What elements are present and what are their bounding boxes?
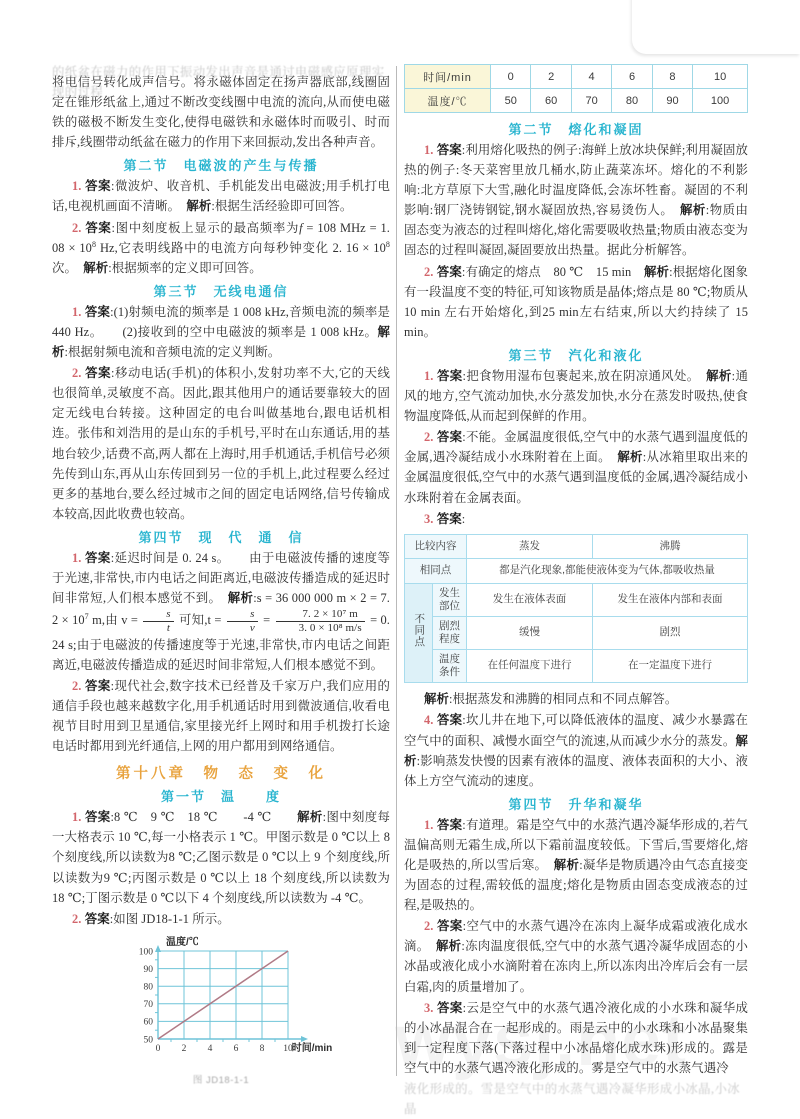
fraction-distance-over-speed	[276, 608, 365, 635]
boiling-cell: 剧烈	[592, 616, 747, 649]
answer-text-b: = 108 MHz = 1. 08 × 10	[52, 220, 390, 255]
evaporation-cell: 发生在液体表面	[467, 583, 593, 616]
numerator: s	[227, 608, 258, 622]
right-column	[404, 62, 749, 1117]
boiling-cell: 在一定温度下进行	[592, 650, 747, 683]
chart-x-tick: 6	[233, 1043, 239, 1054]
answer-item-r-s2-q1	[404, 140, 748, 261]
answer-text: :空气中的水蒸气遇冷在冻肉上凝华成霜或液化成水滴。	[404, 919, 749, 954]
answer-text-d: 次。	[52, 260, 84, 275]
answer-text: :不能。金属温度很低,空气中的水蒸气遇到温度低的金属,遇冷凝结成小水珠附着在上面。	[404, 430, 748, 465]
exponent: 8	[385, 239, 390, 249]
table-cell: 100	[693, 89, 748, 113]
answer-label: 答案	[85, 550, 111, 565]
answer-label: 答案	[436, 368, 463, 383]
temperature-time-line-chart	[106, 933, 336, 1065]
analysis-label: 解析	[404, 733, 748, 768]
same-points-text: 都是汽化现象,都能使液体变为气体,都吸收热量	[467, 559, 748, 583]
analysis-label: 解析	[186, 199, 212, 214]
analysis-text: :物质由固态变为液态的过程叫熔化,熔化需要吸收热量;物质由液态变为固态的过程叫凝固,凝固要放出热量。据此分析解答。	[404, 203, 749, 258]
answer-text: :有确定的熔点 80 ℃ 15 min	[461, 264, 644, 279]
answer-text: :延迟时间是 0. 24 s。 由于电磁波传播的速度等于光速,非常快,市内电话之间距离近,电磁波传播造成的延迟时间非常短,人们根本感觉不到。	[52, 550, 390, 606]
analysis-text: :从冰箱里取出来的金属温度很低,空气中的水蒸气遇到温度低的金属,遇冷凝结成小水珠附着在金属表面。	[404, 450, 749, 505]
answer-label: 答案	[84, 304, 111, 319]
analysis-label: 解析	[435, 939, 462, 954]
table-row	[405, 65, 748, 89]
table-cell: 50	[491, 89, 531, 113]
table-cell: 0	[491, 65, 531, 89]
math-a: :s = 36 000 000 m × 2 = 7. 2 × 10	[52, 591, 390, 628]
answer-item-s4-q2	[52, 676, 390, 756]
answer-item-s2-q2	[52, 218, 390, 278]
item-number: 1.	[72, 550, 82, 565]
answer-text: :微波炉、收音机、手机能发出电磁波;用手机打电话,电视机画面不清晰。	[52, 179, 390, 214]
section-heading-melting-solidification: 第二节 熔化和凝固	[508, 122, 644, 137]
analysis-label: 解析	[706, 368, 732, 383]
row-header-differences: 不同点	[405, 583, 433, 683]
answer-label: 答案	[84, 810, 111, 825]
chart-x-tick: 0	[155, 1043, 161, 1054]
section-heading-sublimation-deposition: 第四节 升华和凝华	[508, 796, 644, 812]
column-header: 蒸发	[467, 534, 593, 558]
cut-off-bottom-line: 液化形成的。雪是空气中的水蒸气遇冷凝华形成小冰晶,小冰晶	[404, 1082, 741, 1117]
answer-text: :现代社会,数字技术已经普及千家万户,我们应用的通信手段也越来越数字化,用手机通话时用到微波通信,收看电视节目时用到卫星通信,家里接光纤上网时和用手机拨打长途电话时都用到光纤通信,上网的用户都用到网络通信。	[52, 678, 390, 754]
answer-label: 答案	[436, 817, 463, 832]
chart-y-tick: 60	[143, 1017, 153, 1028]
answer-item-s2-q1	[52, 176, 390, 216]
chart-y-tick: 100	[138, 947, 153, 958]
answer-item-r-s4-q2	[404, 916, 748, 996]
column-header: 比较内容	[405, 534, 467, 558]
chart-y-tick: 50	[143, 1035, 153, 1046]
answer-label: 答案	[85, 366, 112, 381]
item-number: 2.	[72, 911, 82, 926]
answer-label: 答案	[436, 713, 463, 728]
denominator: 3. 0 × 10⁸ m/s	[298, 621, 362, 634]
table-row-same-points	[405, 559, 748, 583]
column-divider	[396, 66, 397, 1076]
table-cell: 90	[652, 89, 692, 113]
item-number: 1.	[424, 143, 434, 157]
answer-label: 答案	[85, 220, 112, 235]
evaporation-cell: 缓慢	[467, 616, 593, 649]
answer-text: :如图 JD18-1-1 所示。	[109, 911, 230, 926]
fraction-s-over-t	[143, 608, 173, 635]
math-c: 可知,t =	[175, 613, 225, 628]
answer-item-c18-s1-q2	[52, 909, 390, 929]
row-header: 时间/min	[405, 65, 491, 89]
answer-label: 答案	[436, 264, 462, 279]
analysis-label: 解析	[424, 692, 449, 707]
temperature-time-chart-figure	[52, 933, 390, 1086]
table-cell: 4	[571, 65, 611, 89]
analysis-text: :根据生活经验即可回答。	[211, 199, 353, 214]
table-cell: 8	[652, 65, 692, 89]
analysis-label: 解析	[83, 260, 109, 275]
chart-x-tick: 8	[259, 1043, 265, 1054]
item-number: 2.	[424, 264, 434, 279]
section-heading-em-wave-generation: 第二节 电磁波的产生与传播	[123, 158, 319, 174]
answer-item-r-s3-q3	[404, 509, 748, 529]
table-cell: 70	[571, 89, 611, 113]
answer-text: :坎儿井在地下,可以降低液体的温度、减少水暴露在空气中的面积、减慢水面空气的流速,从而减少水分的蒸发。	[404, 713, 748, 748]
chart-x-tick: 2	[181, 1043, 187, 1054]
answer-text-a: :图中刻度板上显示的最高频率为	[111, 220, 300, 235]
chart-x-axis-label: 时间/min	[291, 1042, 333, 1054]
answer-text: :8 ℃ 9 ℃ 18 ℃ -4 ℃	[110, 810, 298, 825]
chart-y-tick: 80	[143, 982, 153, 993]
row-header: 相同点	[405, 559, 467, 583]
table-cell: 10	[693, 65, 748, 89]
x-axis-arrow	[301, 1036, 308, 1042]
answer-label: 答案	[437, 1000, 463, 1015]
answer-item-s3-q1	[52, 302, 390, 362]
numerator: s	[143, 608, 173, 622]
answer-text: :移动电话(手机)的体积小,发射功率不大,它的天线也很简单,灵敏度不高。因此,跟其他用户的通话要靠较大的固定无线电台转接。这种固定的电台叫做基地台,跟电话机相连。张伟和刘浩用的是山东的手机号,平时在山东通话,用的基地台较少,话费不高,两人都在上海时,用手机通话,手机信号必须先传到山东,再从山东传回到另一位的手机上,此过程要么经过更多的基地台,要么经过城市之间的固定电话网络,信号传输成本较高,因此收费也较高。	[52, 366, 391, 521]
answer-text: :把食物用湿布包裹起来,放在阴凉通风处。	[462, 368, 707, 383]
analysis-label: 解析	[679, 203, 706, 218]
table-row-difference	[405, 583, 748, 616]
denominator: t	[166, 621, 171, 634]
item-number: 1.	[72, 304, 82, 319]
evaporation-cell: 在任何温度下进行	[467, 650, 593, 683]
item-number: 1.	[424, 368, 434, 383]
analysis-text: :根据频率的定义即可回答。	[108, 260, 262, 275]
answer-item-r-s2-q2	[404, 262, 748, 342]
fraction-s-over-v	[227, 608, 258, 635]
answer-label: 答案	[436, 430, 463, 445]
math-b: m,由 v =	[88, 613, 142, 628]
sub-row-header: 温度条件	[433, 650, 467, 683]
exponent: 7	[84, 612, 89, 622]
item-number: 3.	[424, 1000, 434, 1015]
analysis-label: 解析	[617, 450, 643, 465]
analysis-r-s3-q3	[404, 689, 748, 709]
section-heading-modern-communication: 第四节 现 代 通 信	[138, 529, 304, 545]
table-cell: 60	[531, 89, 571, 113]
figure-caption: 图 JD18-1-1	[192, 1074, 250, 1086]
numerator: 7. 2 × 10⁷ m	[276, 608, 365, 622]
answer-text: :云是空气中的水蒸气遇冷液化成的小水珠和凝华成的小冰晶混合在一起形成的。雨是云中的小水珠和小冰晶聚集到一定程度下落(下落过程中小冰晶熔化成水珠)形成的。露是空气中的水蒸气遇冷液化形成的。雾是空气中的水蒸气遇冷	[404, 1000, 749, 1075]
boiling-cell: 发生在液体内部和表面	[592, 583, 747, 616]
row-header: 温度/℃	[405, 89, 491, 113]
item-number: 4.	[424, 713, 434, 728]
item-number: 2.	[424, 430, 434, 445]
answer-item-r-s4-q3	[404, 998, 748, 1078]
answer-item-r-s3-q4	[404, 710, 748, 790]
analysis-label: 解析	[227, 591, 254, 606]
item-number: 2.	[72, 220, 82, 235]
chart-y-tick: 90	[143, 964, 153, 975]
section-heading-temperature: 第一节 温 度	[160, 789, 281, 805]
section-heading-radio-communication: 第三节 无线电通信	[153, 283, 289, 299]
table-row-difference	[405, 650, 748, 683]
column-header: 沸腾	[592, 534, 747, 558]
answer-label: 答案	[437, 919, 463, 934]
frequency-symbol: f	[299, 220, 303, 235]
y-axis-arrow	[155, 945, 161, 952]
item-number: 2.	[424, 919, 434, 934]
analysis-text: :根据射频电流和音频电流的定义判断。	[64, 345, 281, 360]
paragraph-speaker-principle: 将电信号转化成声信号。将永磁体固定在扬声器底部,线圈固定在锥形纸盆上,通过不断改变线圈中电流的流向,从而使电磁铁的磁极不断发生变化,使得电磁铁和永磁体时而吸引、时而排斥,线圈带动纸盆在磁力的作用下来回振动,发出各种声音。	[52, 75, 390, 150]
analysis-text: :凝华是物质遇冷由气态直接变为固态的过程,需较低的温度;熔化是物质由固态变成液态的过程,是吸热的。	[404, 857, 749, 913]
answer-label: 答案	[436, 143, 462, 157]
item-number: 1.	[424, 817, 434, 832]
math-e: = 0. 24 s;由于电磁波的传播速度等于光速,非常快,市内电话之间距离近,电磁波传播造成的延迟时间非常短,人们根本感觉不到。	[52, 613, 390, 672]
sub-row-header: 剧烈程度	[433, 616, 467, 649]
analysis-text: :影响蒸发快慢的因素有液体的温度、液体表面积的大小、液体上方空气流动的速度。	[404, 753, 748, 788]
item-number: 1.	[72, 179, 82, 194]
answer-label: 答案	[85, 678, 111, 693]
analysis-text: :图中刻度每一大格表示 10 ℃,每一小格表示 1 ℃。甲图示数是 0 ℃以上 8 个刻度线,所以读数为8 ℃;乙图示数是 0 ℃以上 9 个刻度线,所以读数为9 ℃;丙图示数是 0 ℃以上 18 个刻度线,所以读数为 18 ℃;丁图示数是 0 ℃以下 4 个刻度线,所以读数为 -4 ℃。	[52, 810, 391, 905]
exponent: 8	[91, 239, 97, 249]
answer-item-r-s3-q1	[404, 366, 748, 426]
answer-text: :(1)射频电流的频率是 1 008 kHz,音频电流的频率是 440 Hz。 (2)接收到的空中电磁波的频率是 1 008 kHz。	[52, 304, 390, 339]
chart-x-tick-labels	[156, 1039, 293, 1054]
analysis-text: :通风的地方,空气流动加快,水分蒸发加快,水分在蒸发时吸热,使食物温度降低,从而起到保鲜的作用。	[404, 368, 748, 424]
chart-x-tick: 10	[283, 1043, 293, 1054]
chapter-heading-18: 第十八章 物 态 变 化	[116, 766, 326, 783]
answer-text: :	[461, 511, 466, 526]
answer-item-s4-q1	[52, 548, 390, 675]
item-number: 2.	[72, 366, 82, 381]
evaporation-boiling-comparison-table	[404, 534, 748, 684]
table-cell: 2	[531, 65, 571, 89]
answer-item-c18-s1-q1	[52, 807, 390, 907]
math-d: =	[259, 613, 274, 628]
answer-item-r-s3-q2	[404, 427, 748, 507]
time-temperature-data-table-wrap	[404, 64, 748, 113]
answer-label: 答案	[85, 179, 111, 194]
analysis-label: 解析	[553, 857, 580, 872]
table-row-difference	[405, 616, 748, 649]
table-cell: 6	[612, 65, 652, 89]
answer-text: :有道理。霜是空气中的水蒸汽遇冷凝华形成的,若气温偏高则无霜生成,所以下霜前温度较低。下雪后,雪要熔化,熔化是吸热的,所以雪后寒。	[404, 817, 748, 872]
answer-label: 答案	[84, 911, 110, 926]
answer-item-s3-q2	[52, 363, 390, 524]
evaporation-boiling-comparison-wrap	[404, 534, 748, 684]
analysis-text: :根据熔化图象有一段温度不变的特征,可知该物质是晶体;熔点是 80 ℃;物质从10 min 左右开始熔化,到25 min左右结束,所以大约持续了 15 min。	[404, 264, 749, 339]
left-column	[52, 62, 390, 1088]
chart-x-tick: 4	[207, 1043, 213, 1054]
answer-text-c: Hz,它表明线路中的电流方向每秒钟变化 2. 16 × 10	[96, 240, 386, 255]
analysis-text: :根据蒸发和沸腾的相同点和不同点解答。	[448, 692, 678, 707]
analysis-label: 解析	[52, 324, 390, 360]
item-number: 2.	[72, 678, 82, 693]
chart-y-tick: 70	[143, 999, 153, 1010]
time-temperature-data-table	[404, 64, 748, 113]
sub-row-header: 发生部位	[433, 583, 467, 616]
answer-label: 答案	[436, 511, 462, 526]
analysis-label: 解析	[643, 264, 670, 279]
item-number: 1.	[72, 810, 82, 825]
item-number: 3.	[424, 511, 434, 526]
chart-data-line	[158, 951, 288, 1039]
table-cell: 80	[612, 89, 652, 113]
analysis-text: :冻肉温度很低,空气中的水蒸气遇冷凝华成固态的小冰晶或液化成小水滴附着在冻肉上,所以冻肉出冷库后会有一层白霜,肉的质量增加了。	[404, 939, 748, 994]
answer-text: :利用熔化吸热的例子:海鲜上放冰块保鲜;利用凝固放热的例子:冬天菜窖里放几桶水,防止蔬菜冻坏。熔化的不利影响:北方草原下大雪,融化时温度降低,会冻坏牲畜。凝固的不利影响:钢厂浇铸钢锭,钢水凝固放热,容易烫伤人。	[404, 143, 749, 218]
chart-y-tick-labels	[139, 947, 158, 1045]
analysis-label: 解析	[297, 810, 323, 825]
table-header-row	[405, 534, 748, 558]
section-heading-vaporization-liquefaction: 第三节 汽化和液化	[508, 347, 644, 363]
answer-item-r-s4-q1	[404, 815, 748, 915]
chart-y-axis-label: 温度/℃	[166, 936, 199, 948]
cut-off-top-line: 的纸盆在磁力的作用下振动发出声音是通过电磁感应原理实现的过程	[52, 65, 385, 100]
corner-overlay-box	[632, 0, 800, 54]
table-row	[405, 89, 748, 113]
denominator: v	[249, 621, 255, 634]
